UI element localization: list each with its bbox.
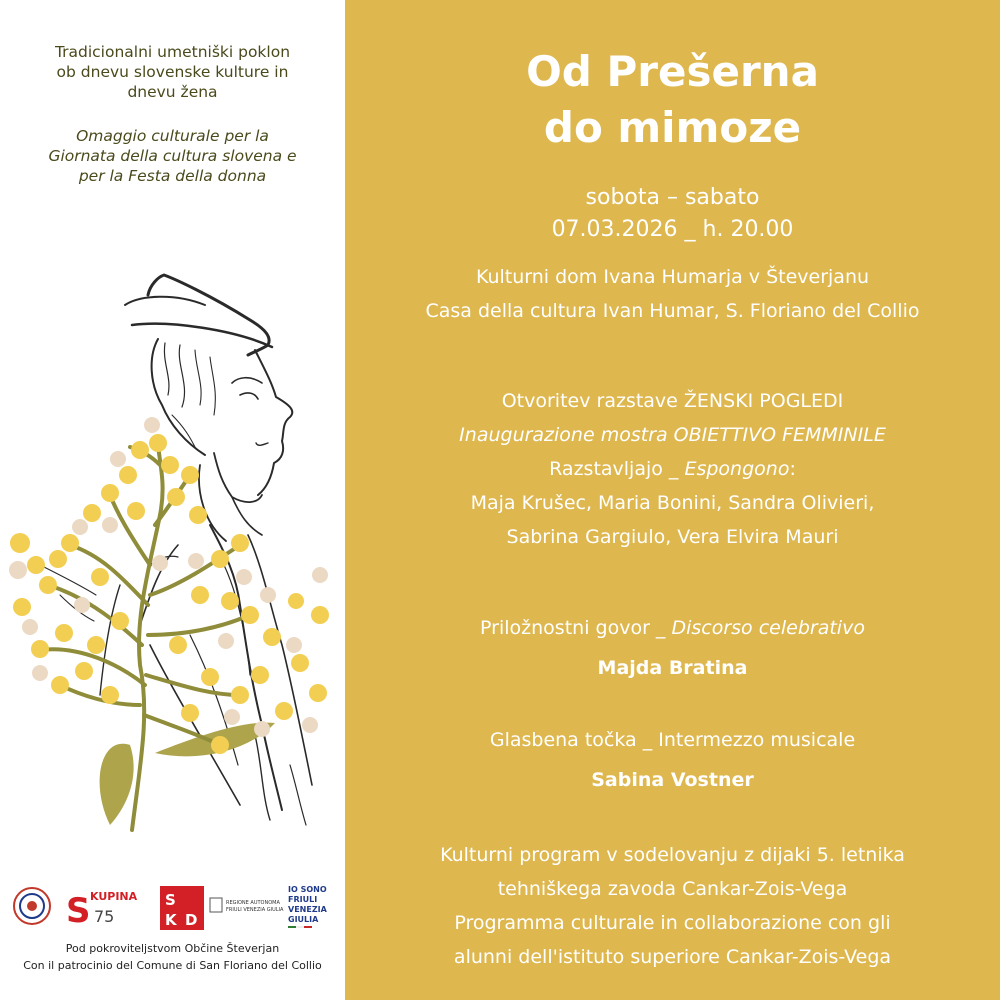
event-datetime: 07.03.2026 _ h. 20.00	[551, 217, 794, 242]
mimosa-flowers	[10, 434, 329, 754]
event-date	[345, 182, 1000, 246]
event-title	[345, 44, 1000, 156]
patronage-it: Con il patrocinio del Comune di San Floriano del Collio	[23, 959, 322, 972]
svg-text:KUPINA: KUPINA	[90, 890, 138, 903]
skd-logo	[160, 886, 204, 930]
exhibitors-label-it: Espongono	[684, 458, 790, 480]
io-sono-fvg-logo	[288, 885, 328, 928]
exhibitors-colon: :	[789, 458, 796, 480]
exhibition-sl: Otvoritev razstave ŽENSKI POGLEDI	[501, 390, 844, 412]
title-line: Od Prešerna	[526, 47, 819, 96]
collaboration-note	[345, 838, 1000, 974]
intro-it-line: per la Festa della donna	[78, 167, 267, 185]
svg-text:IO SONO: IO SONO	[288, 885, 327, 894]
svg-text:GIULIA: GIULIA	[288, 915, 319, 924]
venue-it: Casa della cultura Ivan Humar, S. Floriano del Collio	[425, 300, 920, 322]
speech-section	[345, 608, 1000, 688]
intro-sl-line: dnevu žena	[127, 83, 218, 101]
preseren-mimosa-illustration	[0, 265, 345, 840]
svg-text:VENEZIA: VENEZIA	[288, 905, 327, 914]
svg-text:S: S	[66, 891, 91, 931]
collab-line: alunni dell'istituto superiore Cankar-Zois-Vega	[453, 946, 892, 968]
intro-sl-line: ob dnevu slovenske kulture in	[56, 63, 289, 81]
artists-line: Sabrina Gargiulo, Vera Elvira Mauri	[506, 526, 839, 548]
speech-label-it: Discorso celebrativo	[671, 617, 865, 639]
exhibitors-label	[345, 452, 1000, 486]
speech-label-sl: Priložnostni govor _	[480, 617, 672, 639]
event-day: sobota – sabato	[585, 185, 760, 210]
title-line: do mimoze	[543, 103, 802, 152]
exhibition-it: Inaugurazione mostra OBIETTIVO FEMMINILE	[459, 424, 886, 446]
left-column	[0, 0, 345, 1000]
mimosa-leaf	[100, 744, 134, 825]
skupina-75-logo	[66, 890, 138, 931]
intro-slovene	[10, 42, 335, 102]
exhibitors-label-sl: Razstavljajo _	[549, 458, 685, 480]
svg-text:FRIULI VENEZIA GIULIA: FRIULI VENEZIA GIULIA	[226, 907, 284, 913]
sponsor-logos	[10, 878, 335, 938]
event-venue	[345, 260, 1000, 328]
musician-name: Sabina Vostner	[591, 769, 754, 791]
artists-line: Maja Krušec, Maria Bonini, Sandra Olivieri,	[470, 492, 875, 514]
collab-line: tehniškega zavoda Cankar-Zois-Vega	[497, 878, 848, 900]
svg-text:FRIULI: FRIULI	[288, 895, 318, 904]
intro-it-line: Giornata della cultura slovena e	[48, 147, 297, 165]
mimosa-branch	[9, 417, 329, 830]
patronage	[0, 940, 345, 974]
club-emblem	[14, 888, 50, 924]
svg-text:S: S	[165, 891, 176, 909]
svg-text:D: D	[185, 911, 198, 929]
svg-text:K: K	[165, 911, 177, 929]
intro-italian	[10, 126, 335, 186]
collab-line: Kulturni program v sodelovanju z dijaki 5. letnika	[440, 844, 905, 866]
svg-text:75: 75	[94, 907, 115, 926]
region-logo	[210, 898, 284, 913]
right-panel	[345, 0, 1000, 1000]
speech-label	[345, 608, 1000, 648]
intro-sl-line: Tradicionalni umetniški poklon	[54, 43, 291, 61]
speaker-name: Majda Bratina	[597, 657, 748, 679]
collab-line: Programma culturale in collaborazione con gli	[454, 912, 891, 934]
svg-text:REGIONE AUTONOMA: REGIONE AUTONOMA	[226, 900, 280, 906]
music-label: Glasbena točka _ Intermezzo musicale	[489, 729, 856, 751]
music-section	[345, 720, 1000, 800]
exhibition-section	[345, 384, 1000, 554]
intro-it-line: Omaggio culturale per la	[76, 127, 269, 145]
venue-sl: Kulturni dom Ivana Humarja v Števerjanu	[475, 266, 870, 288]
patronage-sl: Pod pokroviteljstvom Občine Števerjan	[65, 942, 280, 955]
